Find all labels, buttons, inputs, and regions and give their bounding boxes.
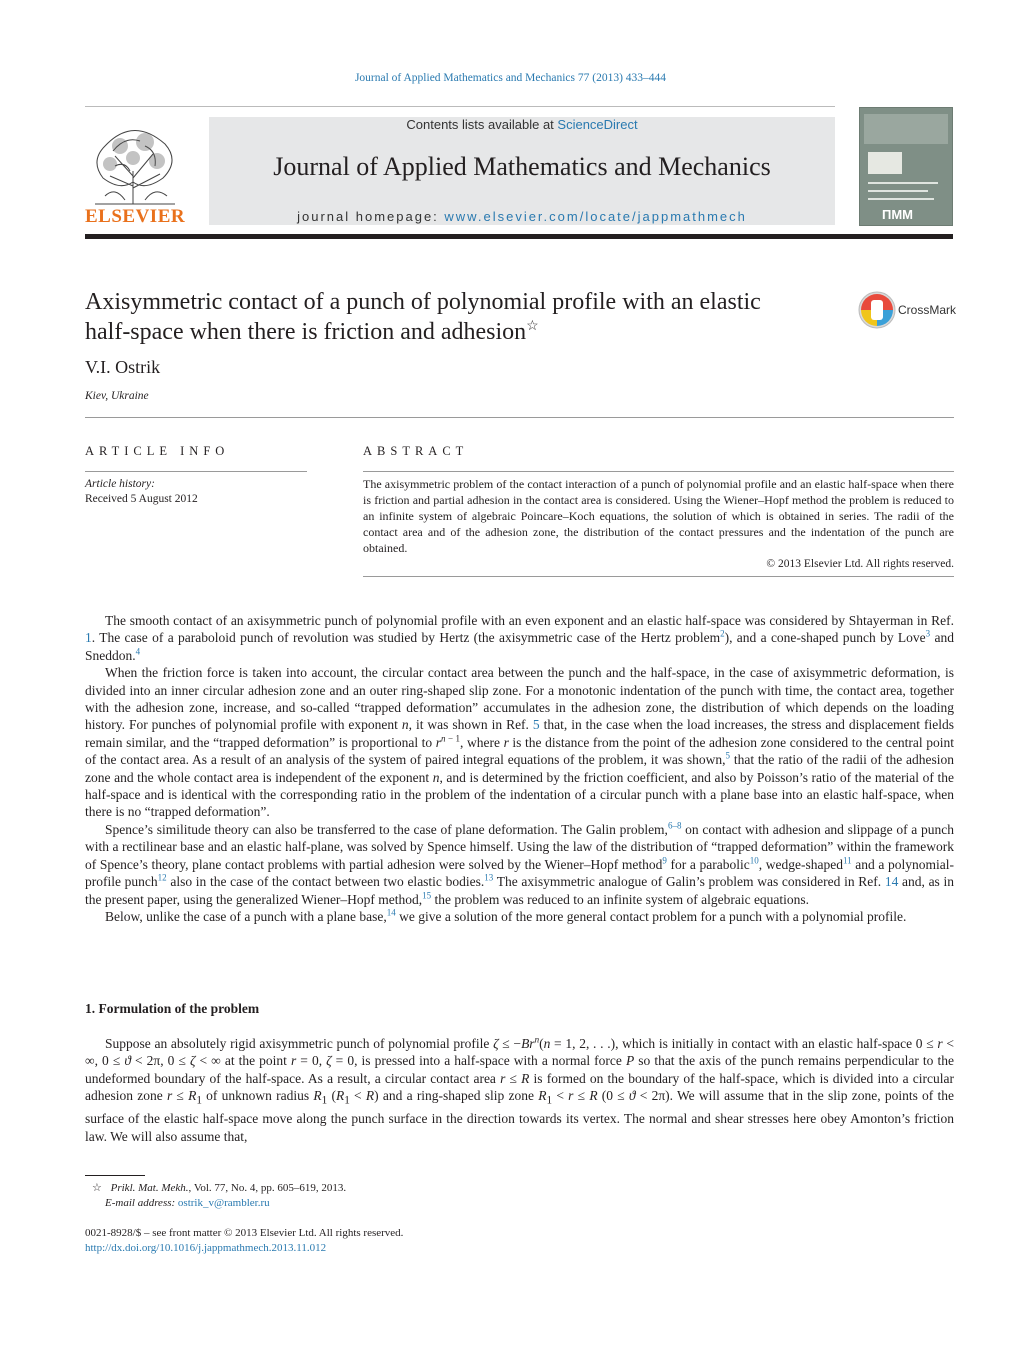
cover-title: ПММ xyxy=(882,207,914,222)
email-link[interactable]: ostrik_v@rambler.ru xyxy=(177,1197,270,1209)
contents-prefix: Contents lists available at xyxy=(406,117,558,132)
journal-citation[interactable]: Journal of Applied Mathematics and Mechanics 77 (2013) 433–444 xyxy=(354,72,667,84)
header-bottom-rule xyxy=(85,234,953,239)
footnote-star-symbol: ☆ xyxy=(92,1182,102,1194)
footnote-email xyxy=(105,1196,270,1211)
footnote-source-journal: Prikl. Mat. Mekh. xyxy=(110,1182,189,1194)
journal-cover-thumbnail[interactable] xyxy=(859,107,953,226)
cover-line xyxy=(868,182,938,184)
elsevier-logo[interactable] xyxy=(85,116,185,228)
ref-link[interactable]: 12 xyxy=(157,872,167,883)
ref-link[interactable]: 5 xyxy=(532,717,540,733)
ref-link[interactable]: 5 xyxy=(725,750,731,761)
section1-body xyxy=(85,1035,954,1145)
issn-line: 0021-8928/$ – see front matter © 2013 Elsevier Ltd. All rights reserved. xyxy=(85,1227,404,1239)
ref-link[interactable]: 10 xyxy=(749,855,759,866)
elsevier-wordmark: ELSEVIER xyxy=(85,206,186,227)
crossmark-label: CrossMark xyxy=(898,303,957,317)
article-info-rule xyxy=(85,471,307,472)
ref-link[interactable]: 1 xyxy=(85,630,92,646)
ref-link[interactable]: 2 xyxy=(720,628,725,639)
homepage-link[interactable]: www.elsevier.com/locate/jappmathmech xyxy=(444,209,747,224)
cover-logo-box xyxy=(868,152,902,174)
article-title-line1: Axisymmetric contact of a punch of polynomial profile with an elastic xyxy=(85,289,761,315)
article-info-heading: ARTICLE INFO xyxy=(85,444,230,458)
paragraph: Spence’s similitude theory can also be transferred to the case of plane deformation. The Galin problem,$^{6-8}$ on contact with adhesion and slippage of a punch with a rectilinear base and an elastic half-plane, was solved by Spence himself. Using the law of the distribution of “trapped deformation” within the framework of Spence’s theory, plane contact problems with partial adhesion were solved by the Wiener–Hopf method$^9$ for a parabolic$^{10}$, wedge-shaped$^{11}$ and a polynomial-profile punch$^{12}$ also in the case of the contact between two elastic bodies.$^{13}$ The axisymmetric analogue of Galin’s problem was considered in Ref. 14 and, as in the present paper, using the generalized Wiener–Hopf method,$^{15}$ the problem was reduced to an infinite system of algebraic equations. xyxy=(85,820,955,907)
email-label: E-mail address: xyxy=(105,1197,178,1209)
ref-link[interactable]: 3 xyxy=(925,628,931,639)
paragraph: When the friction force is taken into account, the circular contact area between the punch and the half-space, in the case of axisymmetric deformation, is divided into an inner circular adhesion zone and an outer ring-shaped slip zone. For a monotonic indentation of the punch with time, the contact area, together with the adhesion zone, increase, and so-called “trapped deformation” accumulates in the adhesion zone, the distribution of which depends on the loading history. For punches of polynomial profile with exponent n, it was shown in Ref. 5 that, in the case when the load increases, the stress and displacement fields remain similar, and the “trapped deformation” is proportional to $r^{n - 1}$, where r is the distance from the point of the adhesion zone considered to the central point of the contact area. As a result of an analysis of the system of paired integral equations of the problem, it was shown,$^5$ that the ratio of the radii of the adhesion zone and the whole contact area is independent of the exponent n, and is determined by the friction coefficient, and also by Poisson’s ratio of the material of the half-space and is identical with the corresponding ratio in the problem of the indentation of a circular punch with a plane base into an elastic half-space, when there is no “trapped deformation”. xyxy=(85,665,955,820)
cover-band xyxy=(864,114,948,144)
journal-homepage xyxy=(209,209,835,224)
received-date: Received 5 August 2012 xyxy=(85,493,198,505)
ref-link[interactable]: 6–8 xyxy=(667,820,682,831)
crossmark-icon xyxy=(858,290,898,330)
introduction xyxy=(85,612,954,925)
ref-link[interactable]: 14 xyxy=(884,874,899,890)
abstract-bottom-rule xyxy=(363,576,954,577)
sciencedirect-link[interactable]: ScienceDirect xyxy=(557,117,638,132)
ref-link[interactable]: 14 xyxy=(386,907,396,918)
title-footnote-star[interactable]: ☆ xyxy=(526,319,539,334)
homepage-prefix: journal homepage: xyxy=(297,209,445,224)
header-top-rule xyxy=(85,106,835,107)
abstract-copyright: © 2013 Elsevier Ltd. All rights reserved. xyxy=(766,558,954,570)
author-affiliation: Kiev, Ukraine xyxy=(85,390,149,402)
paragraph: Below, unlike the case of a punch with a plane base,$^{14}$ we give a solution of the more general contact problem for a punch with a polynomial profile. xyxy=(105,907,907,924)
article-title xyxy=(85,287,845,347)
author-name: V.I. Ostrik xyxy=(85,357,161,377)
cover-line xyxy=(868,190,928,192)
footnote-source-details: , Vol. 77, No. 4, pp. 605–619, 2013. xyxy=(188,1182,347,1194)
abstract-text: The axisymmetric problem of the contact interaction of a punch of polynomial profile and an elastic half-space when there is friction and partial adhesion in the contact area is considered. Using the Wiener–Hopf method the problem is reduced to an infinite system of algebraic Poincare–Koch equations, the solution of which is obtained in series. The radii of the contact area and of the adhesion zone, the distribution of the contact pressures and the indentation of the punch are obtained. xyxy=(363,477,954,555)
contents-line xyxy=(209,117,835,132)
paragraph: The smooth contact of an axisymmetric punch of polynomial profile with an even exponent and an elastic half-space was considered by Shtayerman in Ref. 1. The case of a paraboloid punch of revolution was studied by Hertz (the axisymmetric case of the Hertz problem$^2$), and a cone-shaped punch by Love$^3$ and Sneddon.$^4$ xyxy=(85,613,954,663)
paragraph: Suppose an absolutely rigid axisymmetric punch of polynomial profile $\zeta \le -Br^n(n = 1$, 2, . . .), which is initially in contact with an elastic half-space 0 ≤ r < ∞, 0 ≤ ϑ < 2π, 0 ≤ ζ < ∞ at the point r = 0, ζ = 0, is pressed into a half-space with a normal force P so that the axis of the punch remains perpendicular to the undeformed boundary of the half-space. As a result, a circular contact area r ≤ R is formed on the boundary of the half-space, which is divided into a circular adhesion zone $r \le R_1$ of unknown radius $R_1$ $(R_1 < R)$ and a ring-shaped slip zone $R_1 < r \le R$ (0 ≤ ϑ < 2π). We will assume that in the slip zone, points of the surface of the elastic half-space move along the punch surface in the direction towards its vertex. The normal and shear stresses here obey Amonton’s friction law. We will also assume that, xyxy=(85,1034,955,1144)
ref-link[interactable]: 9 xyxy=(662,855,667,866)
footnote-rule xyxy=(85,1175,145,1176)
title-divider xyxy=(85,417,954,418)
crossmark-badge[interactable] xyxy=(858,290,958,332)
abstract-rule xyxy=(363,471,954,472)
history-label: Article history: xyxy=(85,478,155,490)
section-heading: 1. Formulation of the problem xyxy=(85,1001,260,1016)
article-title-line2: half-space when there is friction and adhesion xyxy=(85,319,527,345)
ref-link[interactable]: 4 xyxy=(135,646,141,657)
doi-link[interactable]: http://dx.doi.org/10.1016/j.jappmathmech.2013.11.012 xyxy=(85,1242,327,1254)
ref-link[interactable]: 11 xyxy=(842,855,852,866)
cover-line xyxy=(868,198,934,200)
ref-link[interactable]: 15 xyxy=(422,890,432,900)
ref-link[interactable]: 13 xyxy=(484,872,494,883)
footnote-star xyxy=(92,1181,346,1196)
journal-title: Journal of Applied Mathematics and Mechanics xyxy=(273,152,771,181)
abstract-heading: ABSTRACT xyxy=(363,444,469,458)
